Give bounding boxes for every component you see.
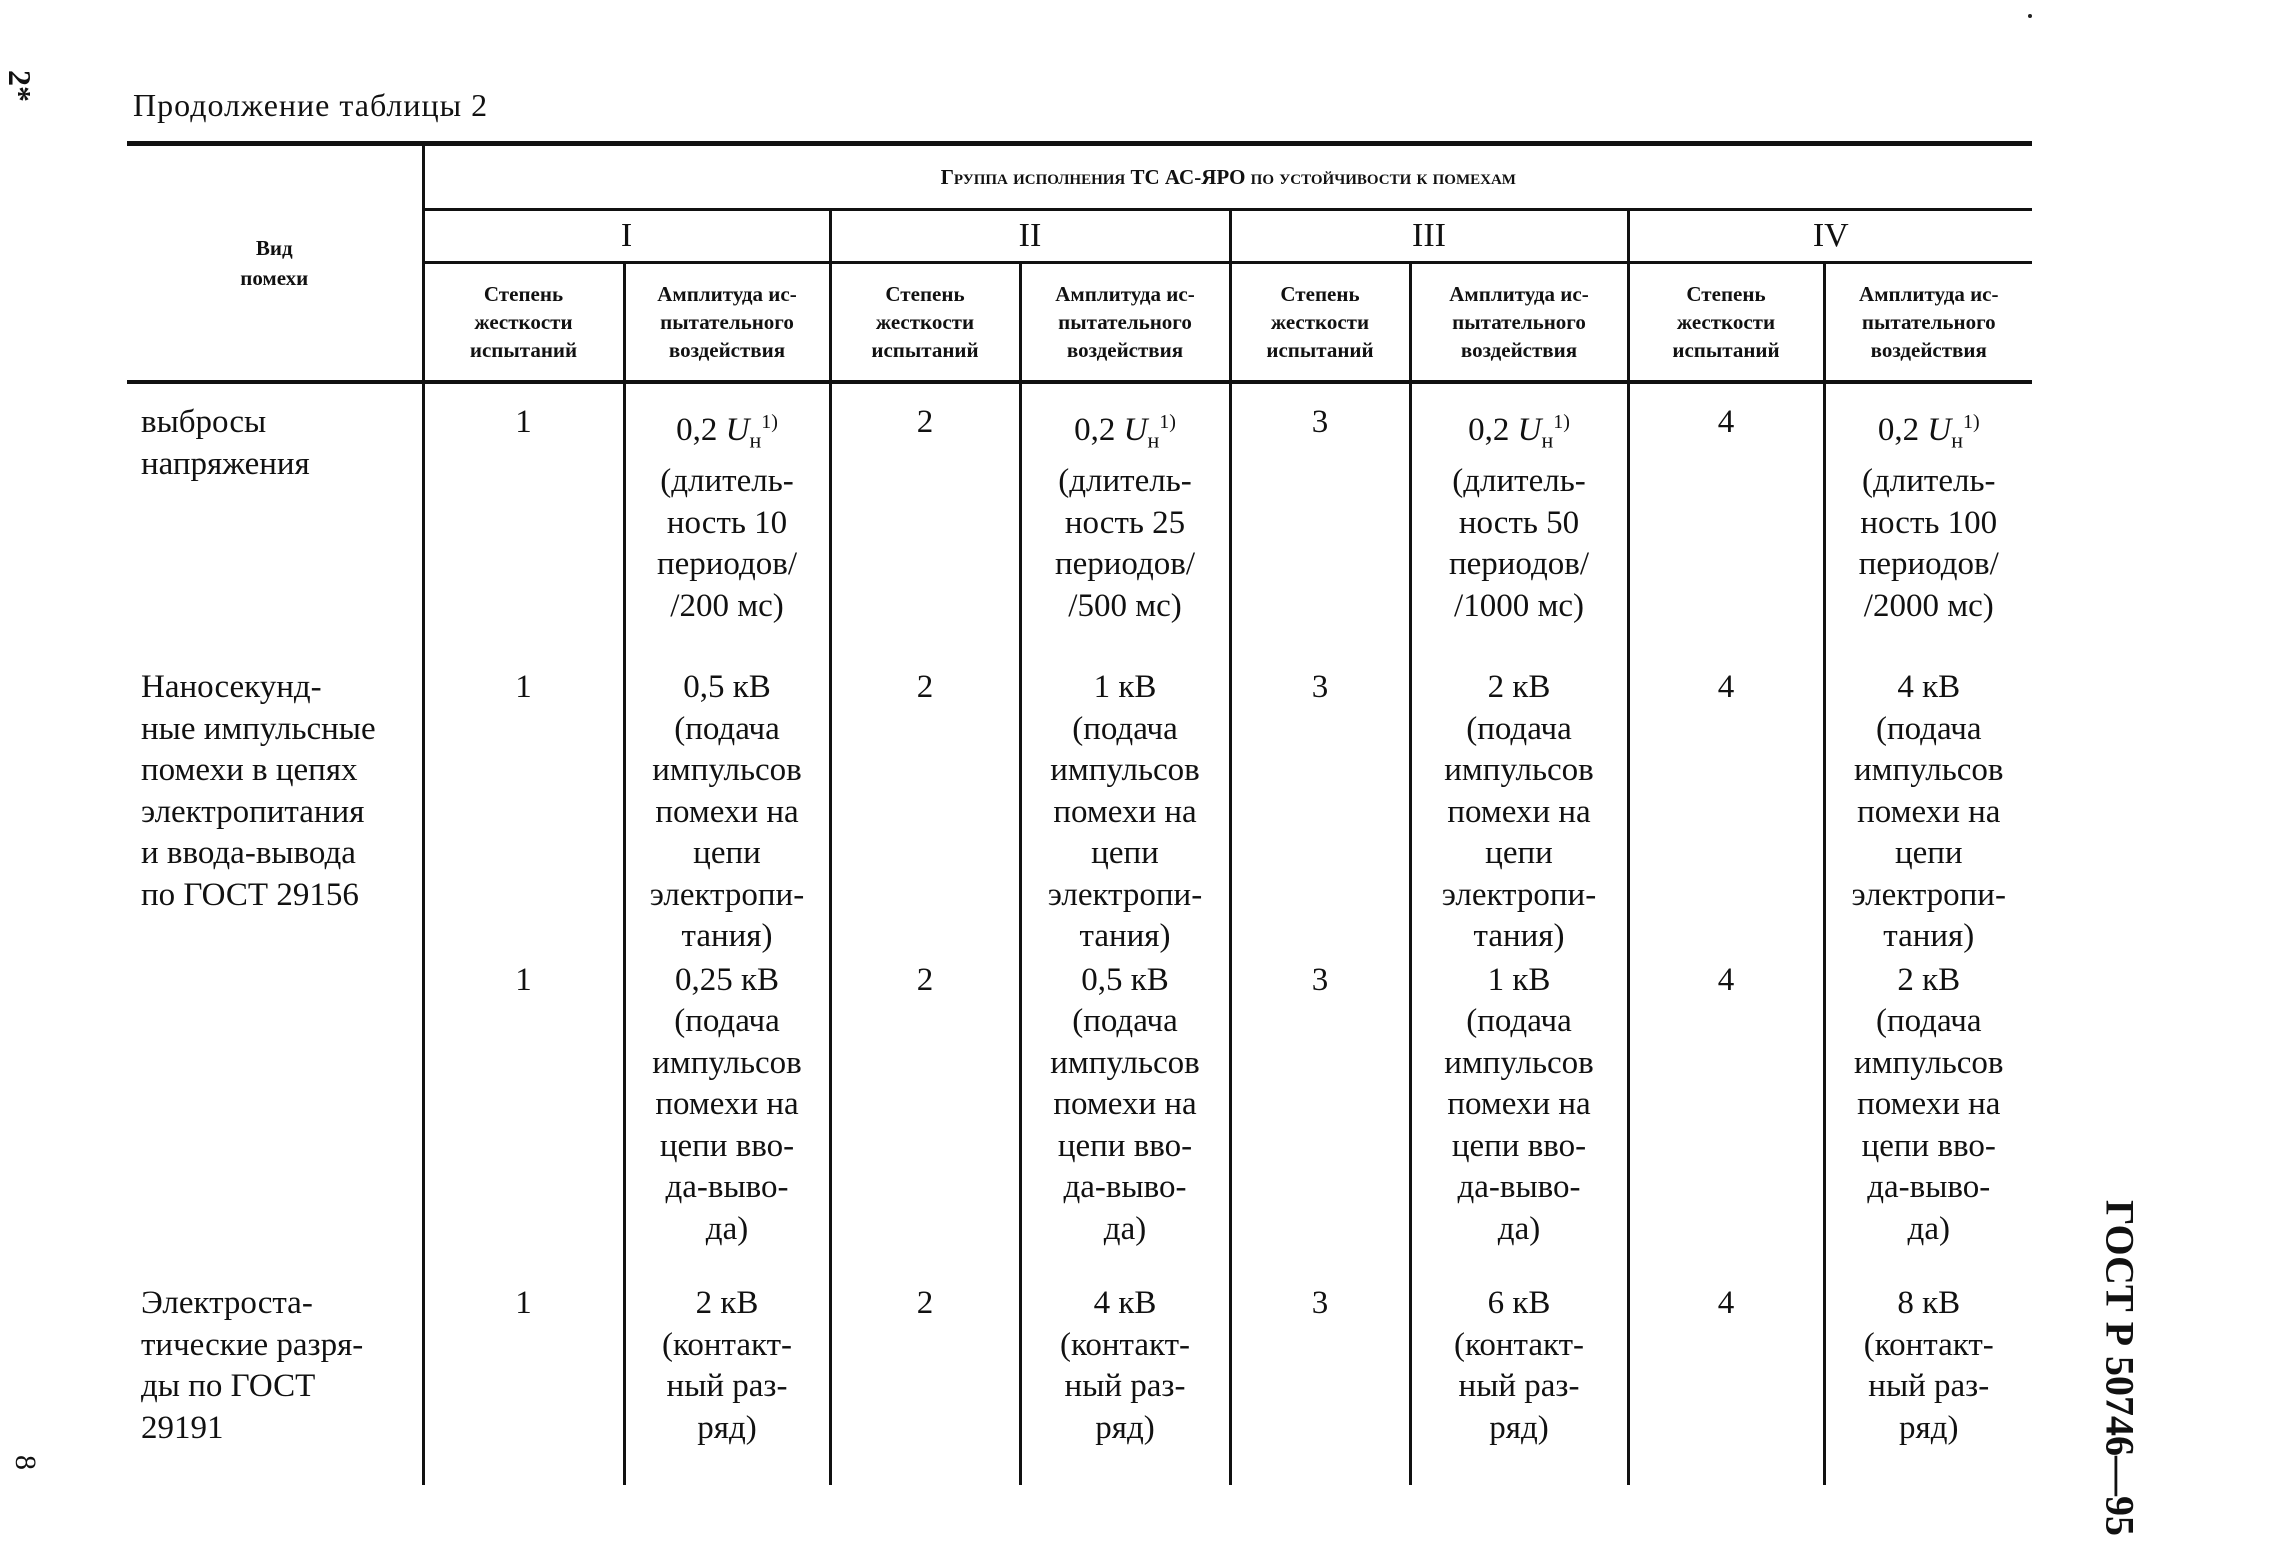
header-group-3: III [1230, 210, 1628, 263]
degree-value: 4 [1717, 404, 1735, 440]
amp-line: (длитель- [1058, 463, 1192, 500]
amp-line: цепи вво- [1861, 1127, 1996, 1164]
amp-line: импульсов [652, 1044, 802, 1081]
degree-cell [1628, 382, 1824, 627]
amp-line: ный раз- [666, 1368, 788, 1405]
scan-speck [2028, 14, 2032, 18]
amp-line: ность 25 [1064, 504, 1186, 541]
header-amplituda: Амплитуда ис- пытательного воздействия [1824, 263, 2032, 383]
label-line: Электроста- [141, 1285, 313, 1322]
amp-line: (контакт- [1863, 1326, 1994, 1363]
amp-line: ность 50 [1458, 504, 1580, 541]
amp-line: (контакт- [662, 1326, 792, 1363]
table-row [127, 958, 2032, 1251]
amp-line: импульсов [1854, 1044, 2004, 1081]
table-row [127, 627, 2032, 958]
amp-line: помехи на [1053, 793, 1197, 830]
degree-cell [1230, 1250, 1410, 1485]
amplitude-cell [1020, 382, 1230, 627]
amp-line: /200 мс) [670, 587, 784, 624]
amp-line: (подача [1875, 710, 1982, 747]
amp-line: периодов/ [1858, 546, 1999, 583]
amplitude-cell [1824, 382, 2032, 627]
amp-line: ряд) [697, 1409, 757, 1446]
amp-line: да-выво- [1867, 1169, 1991, 1206]
degree-cell [1628, 1250, 1824, 1485]
amp-line: электропи- [1441, 876, 1597, 913]
amplitude-cell [1410, 382, 1628, 627]
label-line: по ГОСТ 29156 [141, 876, 359, 913]
degree-cell [423, 1250, 624, 1485]
amp-line: 8 кВ [1897, 1285, 1961, 1322]
degree-cell [423, 382, 624, 627]
page-mark-top: 2* [2, 70, 38, 102]
degree-value: 1 [515, 961, 532, 998]
amp-line: /1000 мс) [1454, 587, 1584, 624]
degree-cell [1628, 958, 1824, 1251]
amp-line: 1 кВ [1487, 961, 1551, 998]
degree-value: 3 [1311, 669, 1329, 706]
degree-cell [830, 1250, 1020, 1485]
label-line: и ввода-вывода [141, 835, 356, 872]
amp-line: помехи на [1447, 1086, 1591, 1123]
amp-line: да) [1103, 1210, 1147, 1247]
amp-line: цепи [1091, 835, 1159, 872]
table-header [127, 144, 2032, 383]
amplitude-cell [1020, 1250, 1230, 1485]
amp-line: электропи- [1851, 876, 2006, 913]
label-line: выбросы [141, 404, 267, 440]
amp-line: ность 100 [1860, 504, 1998, 541]
amp-line: (подача [1072, 710, 1178, 747]
amp-line: (подача [1466, 1003, 1572, 1040]
amp-line: помехи на [1857, 793, 2001, 830]
amplitude-cell [1824, 1250, 2032, 1485]
degree-value: 3 [1311, 1285, 1329, 1322]
amp-line: 0,2 $U_н^{1)}$ [1877, 411, 1980, 453]
degree-cell [1230, 627, 1410, 958]
amp-line: периодов/ [1448, 546, 1590, 583]
amplitude-cell [1410, 1250, 1628, 1485]
degree-cell [830, 382, 1020, 627]
amp-line: да) [705, 1210, 749, 1247]
amp-line: импульсов [1444, 1044, 1594, 1081]
header-vid-line: Вид [255, 236, 293, 260]
label-line: электропитания [141, 793, 365, 830]
degree-value: 1 [515, 404, 532, 440]
header-stepen: Степень жесткости испытаний [1230, 263, 1410, 383]
row-label [127, 1250, 423, 1485]
degree-value: 3 [1311, 404, 1329, 440]
amp-line: тания) [1079, 918, 1171, 955]
amplitude-cell [624, 627, 830, 958]
amp-line: импульсов [652, 752, 802, 789]
standard-label: ГОСТ Р 50746—95 [2097, 1200, 2143, 1537]
amp-line: да) [1907, 1210, 1950, 1247]
header-vid [127, 144, 423, 383]
row-label [127, 958, 423, 1251]
amp-line: ный раз- [1868, 1368, 1990, 1405]
amp-line: ный раз- [1458, 1368, 1580, 1405]
amp-line: ряд) [1095, 1409, 1155, 1446]
amp-line: (подача [674, 1003, 780, 1040]
amp-line: 0,25 кВ [674, 961, 780, 998]
degree-value: 1 [515, 669, 532, 706]
header-amplituda: Амплитуда ис- пытательного воздействия [1410, 263, 1628, 383]
table-row [127, 1250, 2032, 1485]
header-amplituda: Амплитуда ис- пытательного воздействия [1020, 263, 1230, 383]
amp-line: импульсов [1050, 1044, 1200, 1081]
interference-table [127, 141, 2032, 1485]
degree-value: 2 [916, 669, 934, 706]
amp-line: импульсов [1854, 752, 2004, 789]
amp-line: (контакт- [1454, 1326, 1584, 1363]
degree-value: 4 [1717, 669, 1735, 706]
degree-cell [830, 958, 1020, 1251]
degree-cell [423, 627, 624, 958]
amp-line: цепи вво- [1057, 1127, 1193, 1164]
amp-line: 0,5 кВ [1081, 961, 1169, 998]
amp-line: ряд) [1899, 1409, 1959, 1446]
table-body [127, 382, 2032, 1485]
label-line: помехи в цепях [141, 752, 358, 789]
degree-value: 3 [1311, 961, 1329, 998]
amp-line: (длитель- [660, 463, 794, 500]
amp-line: 0,2 $U_н^{1)}$ [1074, 411, 1176, 453]
label-line: тические разря- [141, 1326, 364, 1363]
amp-line: да-выво- [665, 1169, 789, 1206]
page-number: 8 [9, 1455, 42, 1470]
amplitude-cell [1410, 958, 1628, 1251]
amp-line: (длитель- [1862, 463, 1996, 500]
amplitude-cell [624, 1250, 830, 1485]
amplitude-cell [1020, 958, 1230, 1251]
amp-line: 1 кВ [1093, 669, 1157, 706]
header-stepen: Степень жесткости испытаний [830, 263, 1020, 383]
amp-line: да-выво- [1063, 1169, 1187, 1206]
amp-line: 0,2 $U_н^{1)}$ [1468, 411, 1570, 453]
degree-cell [423, 958, 624, 1251]
amp-line: (длитель- [1452, 463, 1586, 500]
amp-line: да) [1497, 1210, 1541, 1247]
amp-line: периодов/ [656, 546, 798, 583]
header-amplituda: Амплитуда ис- пытательного воздействия [624, 263, 830, 383]
row-label [127, 382, 423, 627]
degree-value: 4 [1717, 1285, 1735, 1322]
degree-value: 4 [1717, 961, 1735, 998]
label-line: Наносекунд- [141, 669, 322, 706]
header-group-4: IV [1628, 210, 2032, 263]
amp-line: 2 кВ [695, 1285, 759, 1322]
amp-line: /2000 мс) [1863, 587, 1994, 624]
amp-line: тания) [1883, 918, 1975, 955]
degree-cell [1230, 382, 1410, 627]
label-line: напряжения [141, 445, 310, 482]
amp-line: (подача [674, 710, 780, 747]
amp-line: (подача [1072, 1003, 1178, 1040]
amp-line: помехи на [655, 793, 799, 830]
row-label [127, 627, 423, 958]
amp-line: тания) [1473, 918, 1565, 955]
amp-line: (подача [1466, 710, 1572, 747]
amp-line: 4 кВ [1093, 1285, 1157, 1322]
amplitude-cell [624, 382, 830, 627]
amplitude-cell [1020, 627, 1230, 958]
header-vid-line: помехи [240, 266, 309, 290]
amp-line: ность 10 [666, 504, 788, 541]
amp-line: помехи на [1053, 1086, 1197, 1123]
amp-line: помехи на [1447, 793, 1591, 830]
amp-line: 2 кВ [1897, 961, 1961, 998]
amp-line: /500 мс) [1068, 587, 1182, 624]
amp-line: 6 кВ [1487, 1285, 1551, 1322]
amplitude-cell [1824, 627, 2032, 958]
amp-line: (контакт- [1060, 1326, 1190, 1363]
label-line: ные импульсные [141, 710, 376, 747]
degree-value: 2 [916, 404, 934, 440]
degree-value: 1 [515, 1285, 532, 1322]
amp-line: импульсов [1444, 752, 1594, 789]
amplitude-cell [1824, 958, 2032, 1251]
amplitude-cell [1410, 627, 1628, 958]
table-caption: Продолжение таблицы 2 [133, 87, 489, 123]
header-group-title: Группа исполнения ТС АС-ЯРО по устойчивости к помехам [423, 144, 2032, 210]
amp-line: ный раз- [1064, 1368, 1186, 1405]
amp-line: (подача [1875, 1003, 1982, 1040]
amp-line: электропи- [1047, 876, 1203, 913]
amp-line: цепи вво- [659, 1127, 795, 1164]
amp-line: 0,5 кВ [683, 669, 771, 706]
amp-line: электропи- [649, 876, 805, 913]
amp-line: помехи на [1857, 1086, 2001, 1123]
amp-line: периодов/ [1054, 546, 1196, 583]
amp-line: тания) [681, 918, 773, 955]
amp-line: помехи на [655, 1086, 799, 1123]
degree-cell [830, 627, 1020, 958]
amp-line: 0,2 $U_н^{1)}$ [676, 411, 778, 453]
header-stepen: Степень жесткости испытаний [423, 263, 624, 383]
header-group-2: II [830, 210, 1230, 263]
degree-cell [1628, 627, 1824, 958]
amp-line: цепи [693, 835, 761, 872]
amplitude-cell [624, 958, 830, 1251]
amp-line: цепи [1485, 835, 1553, 872]
label-line: ды по ГОСТ [141, 1368, 316, 1405]
table-row [127, 382, 2032, 627]
amp-line: цепи вво- [1451, 1127, 1587, 1164]
amp-line: да-выво- [1457, 1169, 1581, 1206]
degree-cell [1230, 958, 1410, 1251]
label-line: 29191 [141, 1409, 224, 1446]
amp-line: импульсов [1050, 752, 1200, 789]
degree-value: 2 [916, 1285, 934, 1322]
amp-line: ряд) [1489, 1409, 1549, 1446]
header-stepen: Степень жесткости испытаний [1628, 263, 1824, 383]
amp-line: цепи [1894, 835, 1963, 872]
amp-line: 4 кВ [1897, 669, 1961, 706]
amp-line: 2 кВ [1487, 669, 1551, 706]
header-group-1: I [423, 210, 830, 263]
degree-value: 2 [916, 961, 934, 998]
